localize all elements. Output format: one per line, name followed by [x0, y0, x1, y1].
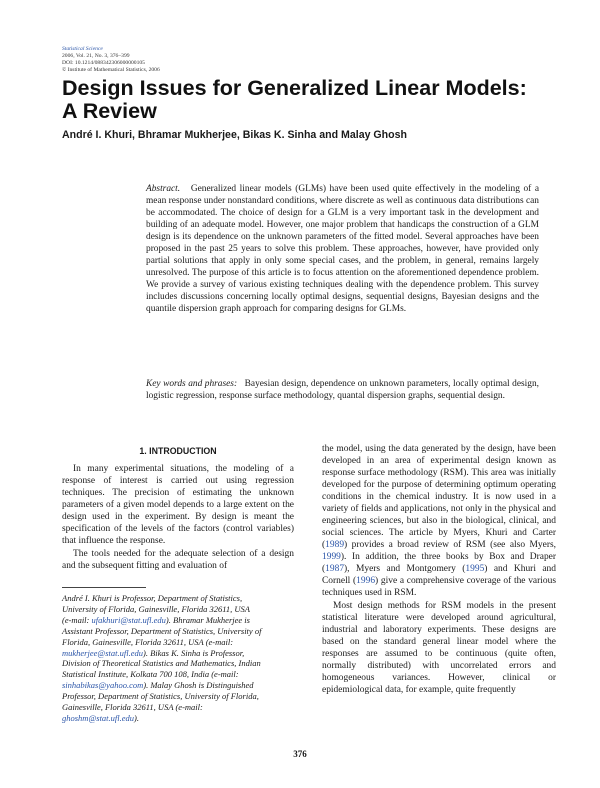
keywords-text: Bayesian design, dependence on unknown parameters, locally optimal design, logistic regression, response surface methodology, quantal dispersion graphs, sequential design.: [146, 379, 540, 401]
journal-header: [62, 46, 160, 74]
copyright-line: © Institute of Mathematical Statistics, 2006: [62, 67, 160, 73]
email-link-sinha[interactable]: sinhabikas@yahoo.com: [62, 680, 144, 691]
abstract: [146, 183, 539, 315]
citation-link[interactable]: 1996: [356, 576, 376, 586]
footnote-line: Division of Theoretical Statistics and Mathematics, Indian: [62, 658, 261, 669]
footnote-line: Statistical Institute, Kolkata 700 108, India (e-mail:: [62, 669, 239, 680]
footnote-line: (e-mail: ufakhuri@stat.ufl.edu). Bhramar Mukherjee is: [62, 614, 250, 625]
citation-link[interactable]: 1995: [465, 564, 485, 574]
citation-link[interactable]: 1987: [325, 564, 345, 574]
footnote-line: André I. Khuri is Professor, Department of Statistics,: [62, 593, 243, 603]
intro-paragraph-2: The tools needed for the adequate selection of a design and the subsequent fitting and evaluation of: [62, 549, 294, 571]
left-column: [62, 463, 294, 572]
keywords-label: Key words and phrases:: [146, 379, 238, 389]
footnote-line: Professor, Department of Statistics, University of Florida,: [62, 691, 259, 702]
paper-title: Design Issues for Generalized Linear Models: A Review: [62, 76, 527, 123]
author-list: André I. Khuri, Bhramar Mukherjee, Bikas K. Sinha and Malay Ghosh: [62, 129, 407, 141]
email-link-khuri[interactable]: ufakhuri@stat.ufl.edu: [91, 614, 166, 625]
email-link-mukherjee[interactable]: mukherjee@stat.ufl.edu: [62, 647, 143, 658]
right-column: [322, 443, 556, 696]
keywords: [146, 378, 539, 402]
footnote-line: Florida, Gainesville, Florida 32611, USA (e-mail:: [62, 636, 234, 647]
journal-name[interactable]: Statistical Science: [62, 46, 103, 52]
doi-line: DOI: 10.1214/088342306000000105: [62, 60, 145, 66]
email-link-ghosh[interactable]: ghoshm@stat.ufl.edu: [62, 712, 135, 723]
footnote-line: sinhabikas@yahoo.com). Malay Ghosh is Distinguished: [62, 680, 254, 691]
footnote-line: mukherjee@stat.ufl.edu). Bikas K. Sinha is Professor,: [62, 647, 245, 658]
footnote-line: Assistant Professor, Department of Statistics, University of: [62, 625, 262, 636]
intro-paragraph-1: In many experimental situations, the modeling of a response of interest is carried out using regression techniques. The precision of estimating the unknown parameters of a given model depends to a large extent on the design used in the experiment. By design is meant the specification of the levels of the factors (control variables) that influence the response.: [62, 464, 294, 546]
footnote-line: ghoshm@stat.ufl.edu).: [62, 712, 140, 723]
footnote-divider: [62, 587, 146, 588]
abstract-label: Abstract.: [146, 184, 181, 194]
footnote-line: Gainesville, Florida 32611, USA (e-mail:: [62, 702, 203, 713]
footnote-line: University of Florida, Gainesville, Florida 32611, USA: [62, 603, 251, 614]
rsm-paragraph: the model, using the data generated by the design, have been developed in an area of experimental design known as response surface methodology (RSM). This area was initially developed for the purpose of determining optimum operating conditions in the chemical industry. It is now used in a variety of fields and applications, not only in the physical and engineering sciences, but also in the biological, clinical, and social sciences. The article by Myers, Khuri and Carter (1989) provides a broad review of RSM (see also Myers, 1999). In addition, the three books by Box and Draper (1987), Myers and Montgomery (1995) and Khuri and Cornell (1996) give a comprehensive coverage of the various techniques used in RSM.: [322, 444, 556, 598]
section-heading-introduction: 1. INTRODUCTION: [139, 446, 217, 456]
author-footnote: [62, 593, 294, 724]
citation-link[interactable]: 1999: [322, 552, 341, 562]
volume-line: 2006, Vol. 21, No. 3, 376–399: [62, 53, 130, 59]
page-number: 376: [293, 749, 307, 759]
abstract-text: Generalized linear models (GLMs) have been used quite effectively in the modeling of a mean response under nonstandard conditions, where discrete as well as continuous data distributions can be accommodated. The choice of design for a GLM is a very important task in the development and building of an adequate model. However, one major problem that handicaps the construction of a GLM design is its dependence on the unknown parameters of the fitted model. Several approaches have been proposed in the past 25 years to solve this problem. These approaches, however, have provided only partial solutions that apply in only some special cases, and the problem, in general, remains largely unresolved. The purpose of this article is to focus attention on the aforementioned dependence problem. We provide a survey of various existing techniques dealing with the dependence problem. This survey includes discussions concerning locally optimal designs, sequential designs, Bayesian designs and the quantile dispersion graph approach for comparing designs for GLMs.: [146, 184, 539, 314]
citation-link[interactable]: 1989: [325, 540, 345, 550]
design-methods-paragraph: Most design methods for RSM models in the present statistical literature were developed around agricultural, industrial and laboratory experiments. These designs are based on the standard general linear model where the responses are assumed to be continuous (quite often, normally distributed) with uncorrelated errors and homogeneous variances. However, clinical or epidemiological data, for example, quite frequently: [322, 601, 556, 695]
